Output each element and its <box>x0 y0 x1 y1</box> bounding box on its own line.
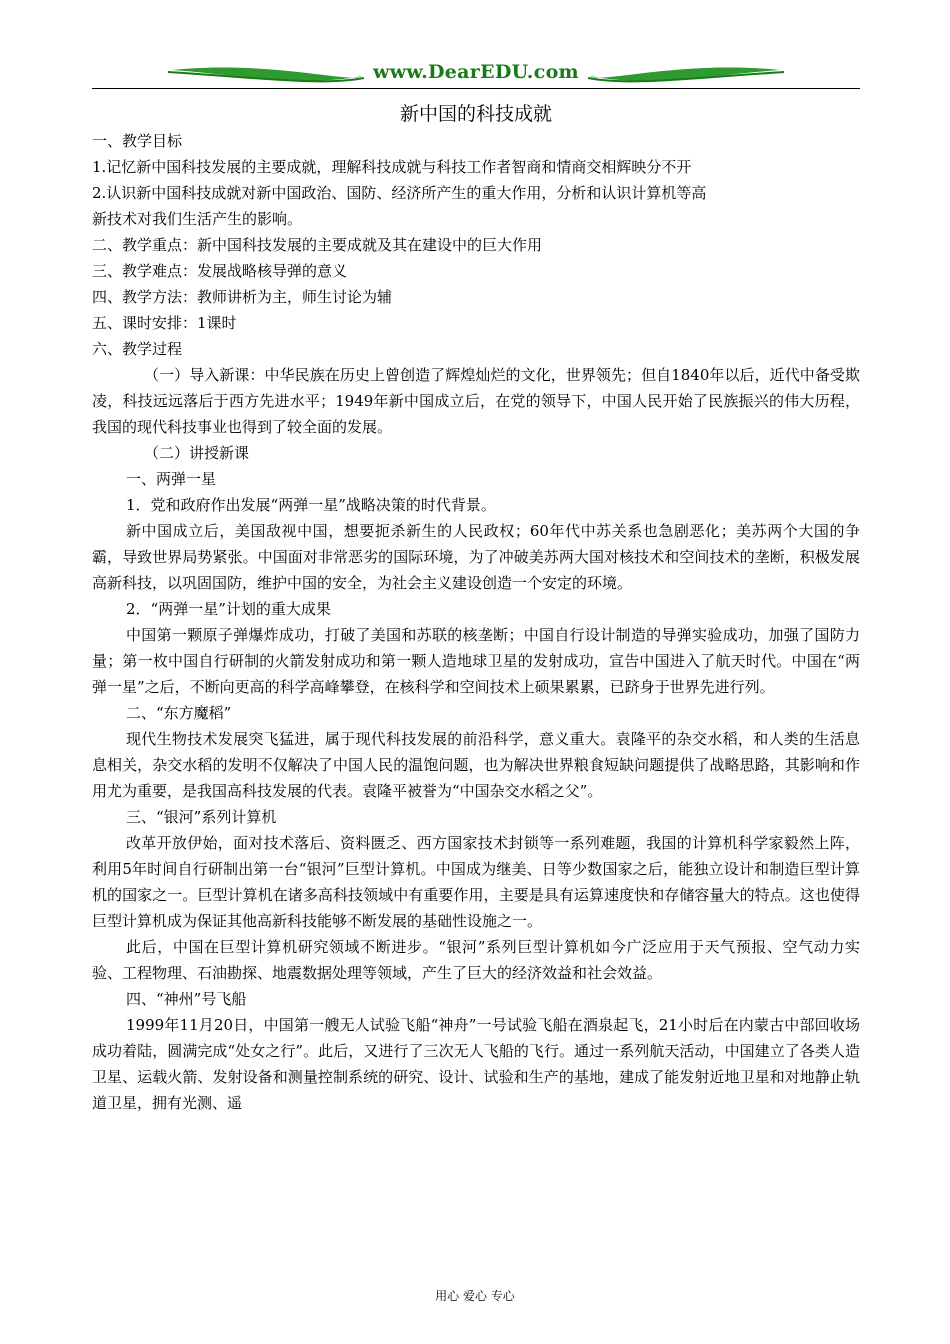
section-heading: 五、课时安排：1课时 <box>92 314 237 332</box>
subsection-heading: 1．党和政府作出发展“两弹一星”战略决策的时代背景。 <box>126 496 496 514</box>
document-body <box>92 128 860 1116</box>
header-divider <box>92 88 860 89</box>
subsection-heading: 四、“神州”号飞船 <box>126 990 247 1008</box>
section-heading: 一、教学目标 <box>92 132 183 150</box>
text-line: 2.认识新中国科技成就对新中国政治、国防、经济所产生的重大作用，分析和认识计算机等高 <box>92 184 707 202</box>
site-header-banner <box>92 58 860 92</box>
subsection-heading: 二、“东方魔稻” <box>126 704 232 722</box>
section-heading: 六、教学过程 <box>92 340 183 358</box>
paragraph: 新中国成立后，美国敌视中国，想要扼杀新生的人民政权；60年代中苏关系也急剧恶化；美苏两个大国的争霸，导致世界局势紧张。中国面对非常恶劣的国际环境，为了冲破美苏两大国对核技术和空间技术的垄断，积极发展高新科技，以巩固国防，维护中国的安全，为社会主义建设创造一个安定的环境。 <box>92 522 860 592</box>
text-line: 新技术对我们生活产生的影响。 <box>92 210 303 228</box>
subsection-heading: 2．“两弹一星”计划的重大成果 <box>126 600 331 618</box>
subsection-heading: （二）讲授新课 <box>144 444 250 462</box>
paragraph: 1999年11月20日，中国第一艘无人试验飞船“神舟”一号试验飞船在酒泉起飞，21小时后在内蒙古中部回收场成功着陆，圆满完成“处女之行”。此后，又进行了三次无人飞船的飞行。通过一系列航天活动，中国建立了各类人造卫星、运载火箭、发射设备和测量控制系统的研究、设计、试验和生产的基地，建成了能发射近地卫星和对地静止轨道卫星，拥有光测、遥 <box>92 1016 860 1112</box>
subsection-heading: 三、“银河”系列计算机 <box>126 808 277 826</box>
paragraph: 改革开放伊始，面对技术落后、资料匮乏、西方国家技术封锁等一系列难题，我国的计算机科学家毅然上阵，利用5年时间自行研制出第一台“银河”巨型计算机。中国成为继美、日等少数国家之后，能独立设计和制造巨型计算机的国家之一。巨型计算机在诸多高科技领域中有重要作用，主要是具有运算速度快和存储容量大的特点。这也使得巨型计算机成为保证其他高新科技能够不断发展的基础性设施之一。 <box>92 834 860 930</box>
site-url-logo: www.DearEDU.com <box>373 61 579 83</box>
paragraph: 中国第一颗原子弹爆炸成功，打破了美国和苏联的核垄断；中国自行设计制造的导弹实验成功，加强了国防力量；第一枚中国自行研制的火箭发射成功和第一颗人造地球卫星的发射成功，宣告中国进入了航天时代。中国在“两弹一星”之后，不断向更高的科学高峰攀登，在核科学和空间技术上硕果累累，已跻身于世界先进行列。 <box>92 626 860 696</box>
page-footer: 用心 爱心 专心 <box>435 1289 515 1303</box>
paragraph: 此后，中国在巨型计算机研究领域不断进步。“银河”系列巨型计算机如今广泛应用于天气预报、空气动力实验、工程物理、石油勘探、地震数据处理等领域，产生了巨大的经济效益和社会效益。 <box>92 938 860 982</box>
subsection-heading: 一、两弹一星 <box>126 470 217 488</box>
page-title: 新中国的科技成就 <box>399 103 552 125</box>
section-heading: 二、教学重点：新中国科技发展的主要成就及其在建设中的巨大作用 <box>92 236 543 254</box>
paragraph: 现代生物技术发展突飞猛进，属于现代科技发展的前沿科学，意义重大。袁隆平的杂交水稻，和人类的生活息息相关，杂交水稻的发明不仅解决了中国人民的温饱问题，也为解决世界粮食短缺问题提供了战略思路，其影响和作用尤为重要，是我国高科技发展的代表。袁隆平被誉为“中国杂交水稻之父”。 <box>92 730 860 800</box>
paragraph: （一）导入新课：中华民族在历史上曾创造了辉煌灿烂的文化，世界领先；但自1840年以后，近代中备受欺凌，科技远远落后于西方先进水平；1949年新中国成立后，在党的领导下，中国人民开始了民族振兴的伟大历程，我国的现代科技事业也得到了较全面的发展。 <box>92 366 860 436</box>
text-line: 1.记忆新中国科技发展的主要成就，理解科技成就与科技工作者智商和情商交相辉映分不开 <box>92 158 692 176</box>
section-heading: 四、教学方法：教师讲析为主，师生讨论为辅 <box>92 288 393 306</box>
section-heading: 三、教学难点：发展战略核导弹的意义 <box>92 262 348 280</box>
